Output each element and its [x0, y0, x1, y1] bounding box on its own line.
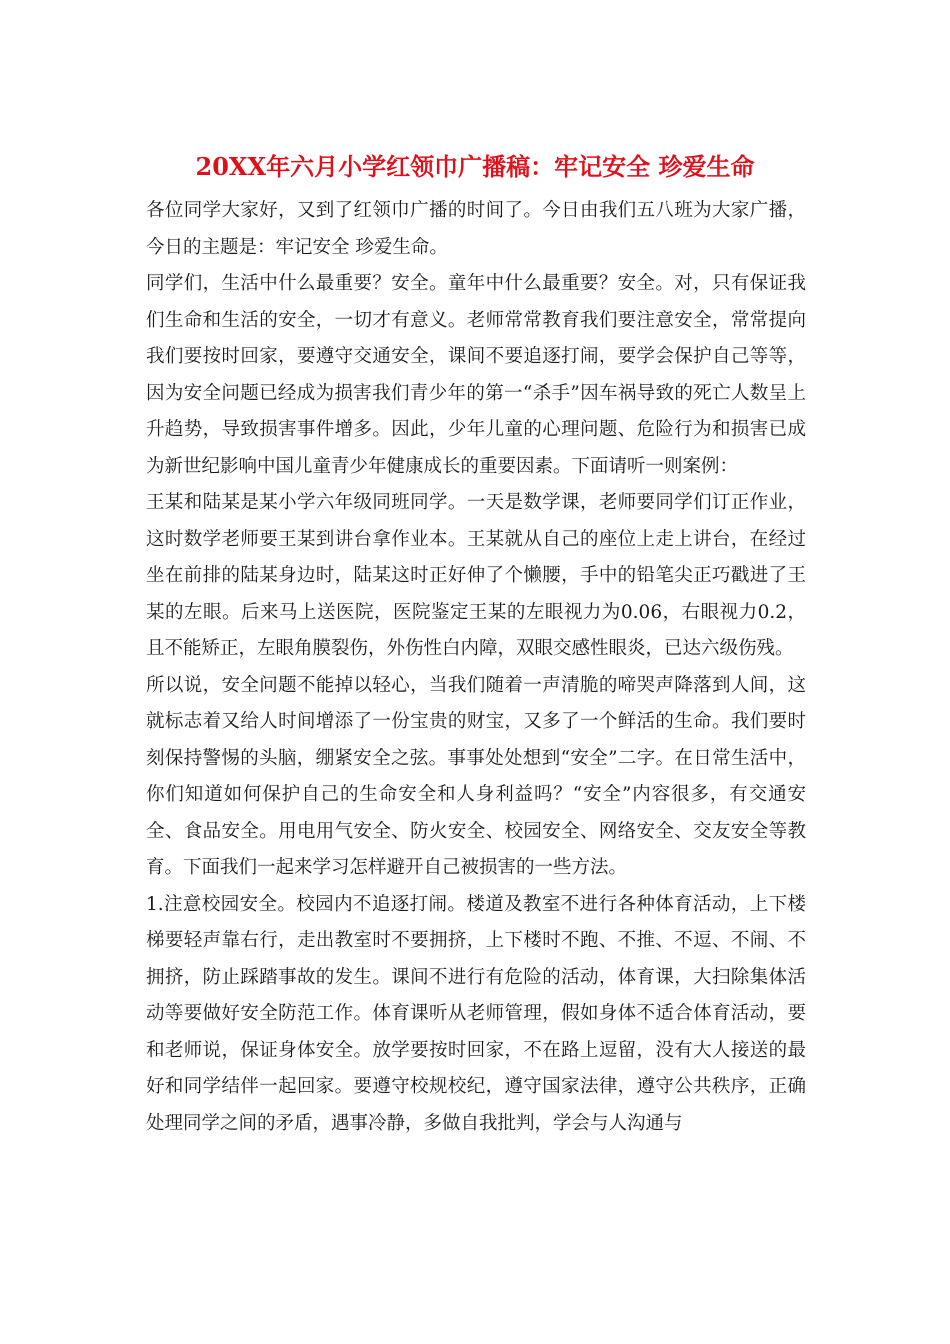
paragraph-importance: 同学们，生活中什么最重要？安全。童年中什么最重要？安全。对，只有保证我们生命和生活的安全，一切才有意义。老师常常教育我们要注意安全，常常提向我们要按时回家，要遵守交通安全，课间不要追逐打闹，要学会保护自己等等，因为安全问题已经成为损害我们青少年的第一“杀手”因车祸导致的死亡人数呈上升趋势，导致损害事件增多。因此，少年儿童的心理问题、危险行为和损害已成为新世纪影响中国儿童青少年健康成长的重要因素。下面请听一则案例：	[146, 273, 806, 477]
document-title: 20XX年六月小学红领巾广播稿：牢记安全 珍爱生命	[195, 152, 755, 181]
paragraph-greeting: 各位同学大家好，又到了红领巾广播的时间了。今日由我们五八班为大家广播，今日的主题是：牢记安全 珍爱生命。	[146, 200, 806, 258]
paragraph-case: 王某和陆某是某小学六年级同班同学。一天是数学课，老师要同学们订正作业，这时数学老师要王某到讲台拿作业本。王某就从自己的座位上走上讲台，在经过坐在前排的陆某身边时，陆某这时正好伸了个懒腰，手中的铅笔尖正巧戳进了王某的左眼。后来马上送医院，医院鉴定王某的左眼视力为0.06，右眼视力0.2，且不能矫正，左眼角膜裂伤，外伤性白内障，双眼交感性眼炎，已达六级伤残。	[146, 492, 806, 659]
paragraph-conclusion: 所以说，安全问题不能掉以轻心，当我们随着一声清脆的啼哭声降落到人间，这就标志着又给人时间增添了一份宝贵的财宝，又多了一个鲜活的生命。我们要时刻保持警惕的头脑，绷紧安全之弦。事事处处想到“安全”二字。在日常生活中，你们知道如何保护自己的生命安全和人身利益吗？“安全”内容很多，有交通安全、食品安全。用电用气安全、防火安全、校园安全、网络安全、交友安全等教育。下面我们一起来学习怎样避开自己被损害的一些方法。	[146, 674, 806, 878]
document-body	[146, 193, 806, 1142]
paragraph-campus-safety: 1.注意校园安全。校园内不追逐打闹。楼道及教室不进行各种体育活动，上下楼梯要轻声靠右行，走出教室时不要拥挤，上下楼时不跑、不推、不逗、不闹、不拥挤，防止踩踏事故的发生。课间不进行有危险的活动，体育课，大扫除集体活动等要做好安全防范工作。体育课听从老师管理，假如身体不适合体育活动，要和老师说，保证身体安全。放学要按时回家，不在路上逗留，没有大人接送的最好和同学结伴一起回家。要遵守校规校纪，遵守国家法律，遵守公共秩序，正确处理同学之间的矛盾，遇事冷静，多做自我批判，学会与人沟通与	[146, 893, 806, 1134]
